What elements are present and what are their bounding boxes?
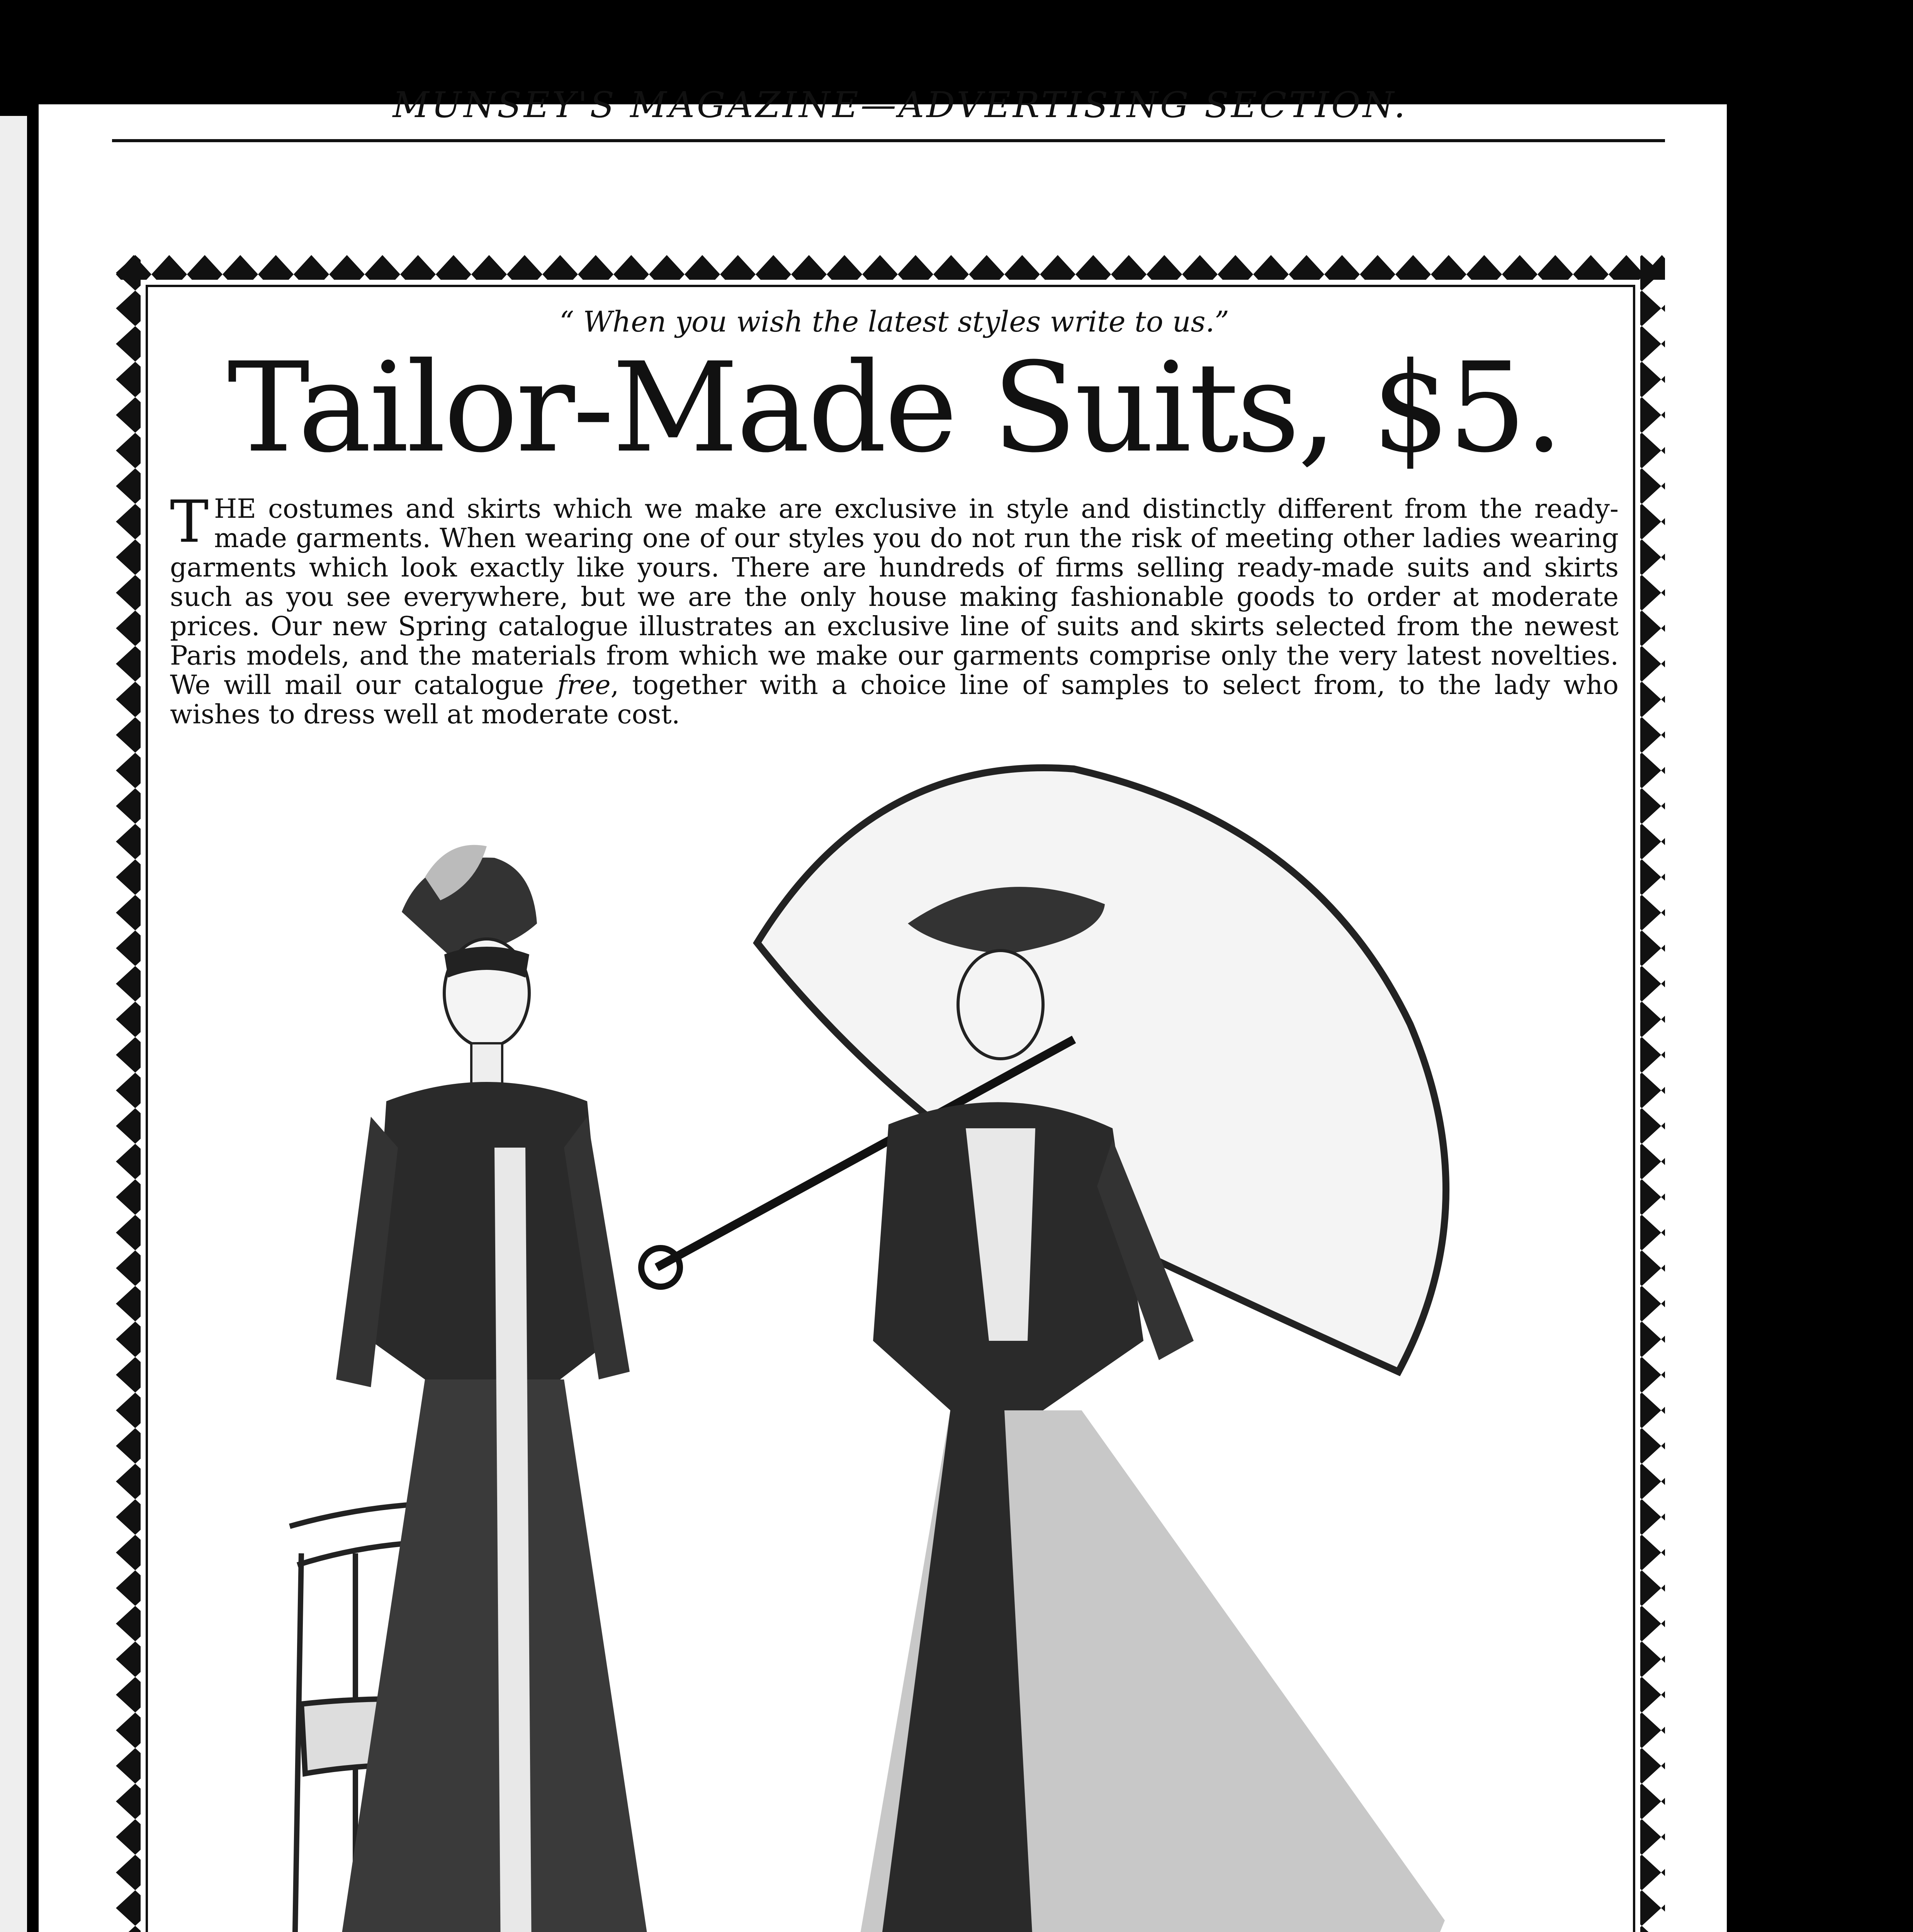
tagline: “ When you wish the latest styles write to us.” xyxy=(559,305,1229,338)
running-head: MUNSEY'S MAGAZINE—ADVERTISING SECTION. xyxy=(392,84,1408,126)
left-page-edge xyxy=(0,116,27,1932)
headline: Tailor-Made Suits, $5. xyxy=(227,336,1561,480)
woman-right-illustration xyxy=(641,768,1446,1932)
body-text-2: , together with a choice line of samples to select from, to the lady who wishes to dress well at moderate cost. xyxy=(170,670,1619,730)
advertisement-content xyxy=(155,294,1634,1932)
body-text-1: HE costumes and skirts which we make are exclusive in style and distinctly different from the ready-made garments. When wearing one of our styles you do not run the risk of meeting other ladies wearing garments which look exactly like yours. There are hundreds of firms selling ready-made suits and skirts such as you see everywhere, but we are the only house making fashionable goods to order at moderate prices. Our new Spring catalogue illustrates an exclusive line of suits and skirts selected from the newest Paris models, and the materials from which we make our garments comprise only the very latest novelties. We will mail our catalogue xyxy=(170,494,1619,701)
body-copy xyxy=(170,488,1619,730)
header-rule xyxy=(112,139,1665,142)
fashion-illustration xyxy=(155,723,1634,1932)
drop-cap: T xyxy=(170,488,209,556)
body-text-free: free xyxy=(557,670,611,701)
